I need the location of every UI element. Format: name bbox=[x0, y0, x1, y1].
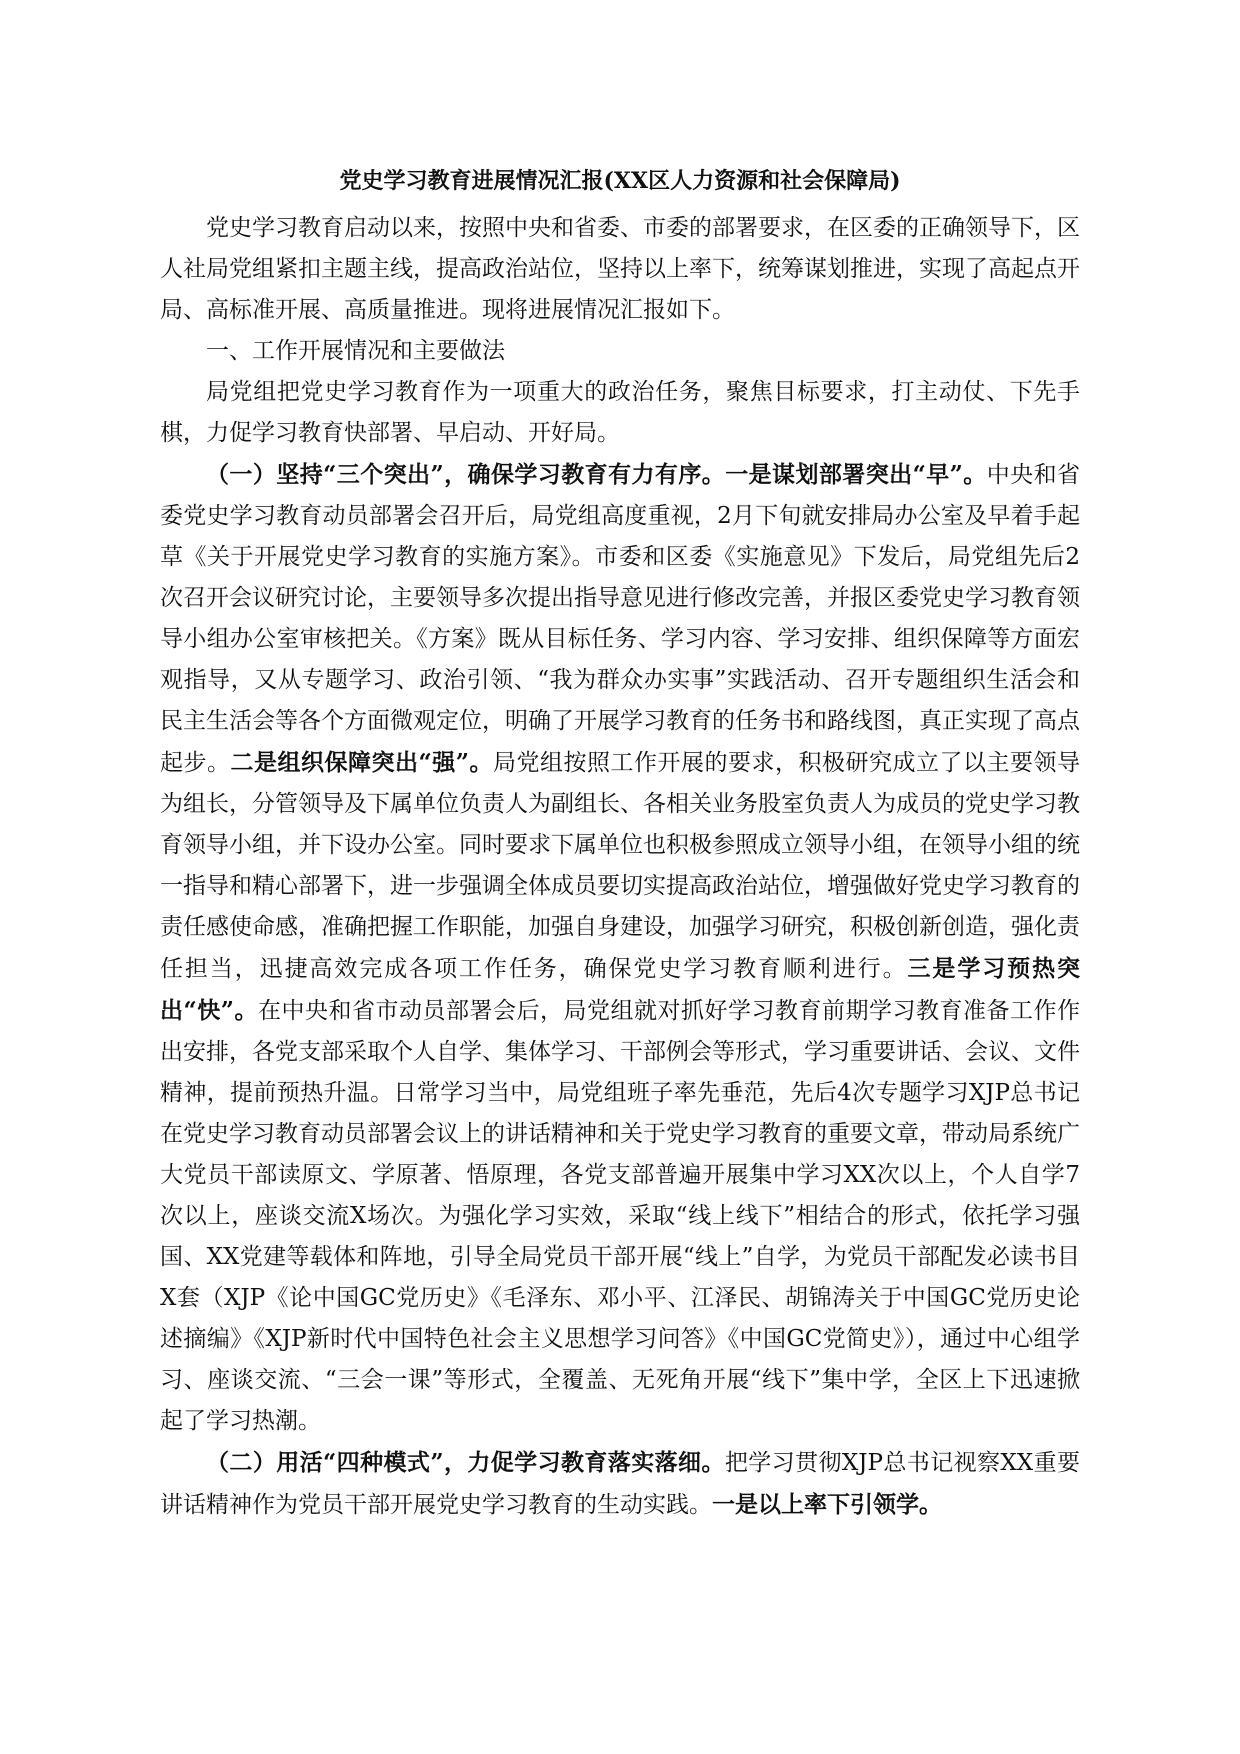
section2-heading: （二）用活“四种模式”，力促学习教育落实落细。 bbox=[206, 1449, 725, 1476]
section1-point1-label: 一是谋划部署突出“早”。 bbox=[725, 461, 987, 488]
section1-point2-text: 局党组按照工作开展的要求，积极研究成立了以主要领导为组长，分管领导及下属单位负责人为副组长、各相关业务股室负责人为成员的党史学习教育领导小组，并下设办公室。同时要求下属单位也积极参照成立领导小组，在领导小组的统一指导和精心部署下，进一步强调全体成员要切实提高政治站位，增强做好党史学习教育的责任感使命感，准确把握工作职能，加强自身建设，加强学习研究，积极创新创造，强化责任担当，迅捷高效完成各项工作任务，确保党史学习教育顺利进行。 bbox=[160, 750, 1081, 982]
section2-text: 把学习贯彻XJP总书记视察XX重要讲话精神作为党员干部开展党史学习教育的生动实践。 bbox=[160, 1450, 1080, 1518]
section-heading-one: 一、工作开展情况和主要做法 bbox=[206, 338, 505, 364]
section1-paragraph bbox=[160, 454, 1080, 1442]
section1-heading: （一）坚持“三个突出”，确保学习教育有力有序。 bbox=[206, 461, 726, 488]
section1-point3-text: 在中央和省市动员部署会后，局党组就对抓好学习教育前期学习教育准备工作作出安排，各党支部采取个人自学、集体学习、干部例会等形式，学习重要讲话、会议、文件精神，提前预热升温。日常学习当中，局党组班子率先垂范，先后4次专题学习XJP总书记在党史学习教育动员部署会议上的讲话精神和关于党史学习教育的重要文章，带动局系统广大党员干部读原文、学原著、悟原理，各党支部普遍开展集中学习XX次以上，个人自学7次以上，座谈交流X场次。为强化学习实效，采取“线上线下”相结合的形式，依托学习强国、XX党建等载体和阵地，引导全局党员干部开展“线上”自学，为党员干部配发必读书目X套（XJP《论中国GC党历史》《毛泽东、邓小平、江泽民、胡锦涛关于中国GC党历史论述摘编》《XJP新时代中国特色社会主义思想学习问答》《中国GC党简史》），通过中心组学习、座谈交流、“三会一课”等形式，全覆盖、无死角开展“线下”集中学，全区上下迅速掀起了学习热潮。 bbox=[160, 998, 1080, 1434]
intro-paragraph: 党史学习教育启动以来，按照中央和省委、市委的部署要求，在区委的正确领导下，区人社局党组紧扣主题主线，提高政治站位，坚持以上率下，统筹谋划推进，实现了高起点开局、高标准开展、高质量推进。现将进展情况汇报如下。 bbox=[160, 215, 1080, 323]
document-title: 党史学习教育进展情况汇报(XX区人力资源和社会保障局) bbox=[339, 168, 901, 194]
section2-paragraph bbox=[160, 1442, 1080, 1526]
overview-paragraph: 局党组把党史学习教育作为一项重大的政治任务，聚焦目标要求，打主动仗、下先手棋，力促学习教育快部署、早启动、开好局。 bbox=[160, 379, 1080, 446]
document-body bbox=[160, 208, 1080, 1526]
section1-point1-text: 中央和省委党史学习教育动员部署会召开后，局党组高度重视，2月下旬就安排局办公室及早着手起草《关于开展党史学习教育的实施方案》。市委和区委《实施意见》下发后，局党组先后2次召开会议研究讨论，主要领导多次提出指导意见进行修改完善，并报区委党史学习教育领导小组办公室审核把关。《方案》既从目标任务、学习内容、学习安排、组织保障等方面宏观指导，又从专题学习、政治引领、“我为群众办实事”实践活动、召开专题组织生活会和民主生活会等各个方面微观定位，明确了开展学习教育的任务书和路线图，真正实现了高点起步。 bbox=[160, 462, 1080, 776]
section1-point3-label: 三是学习预热突出“快”。 bbox=[160, 955, 1081, 1024]
section1-point2-label: 二是组织保障突出“强”。 bbox=[230, 749, 493, 776]
section2-point1-label: 一是以上率下引领学。 bbox=[712, 1491, 942, 1518]
